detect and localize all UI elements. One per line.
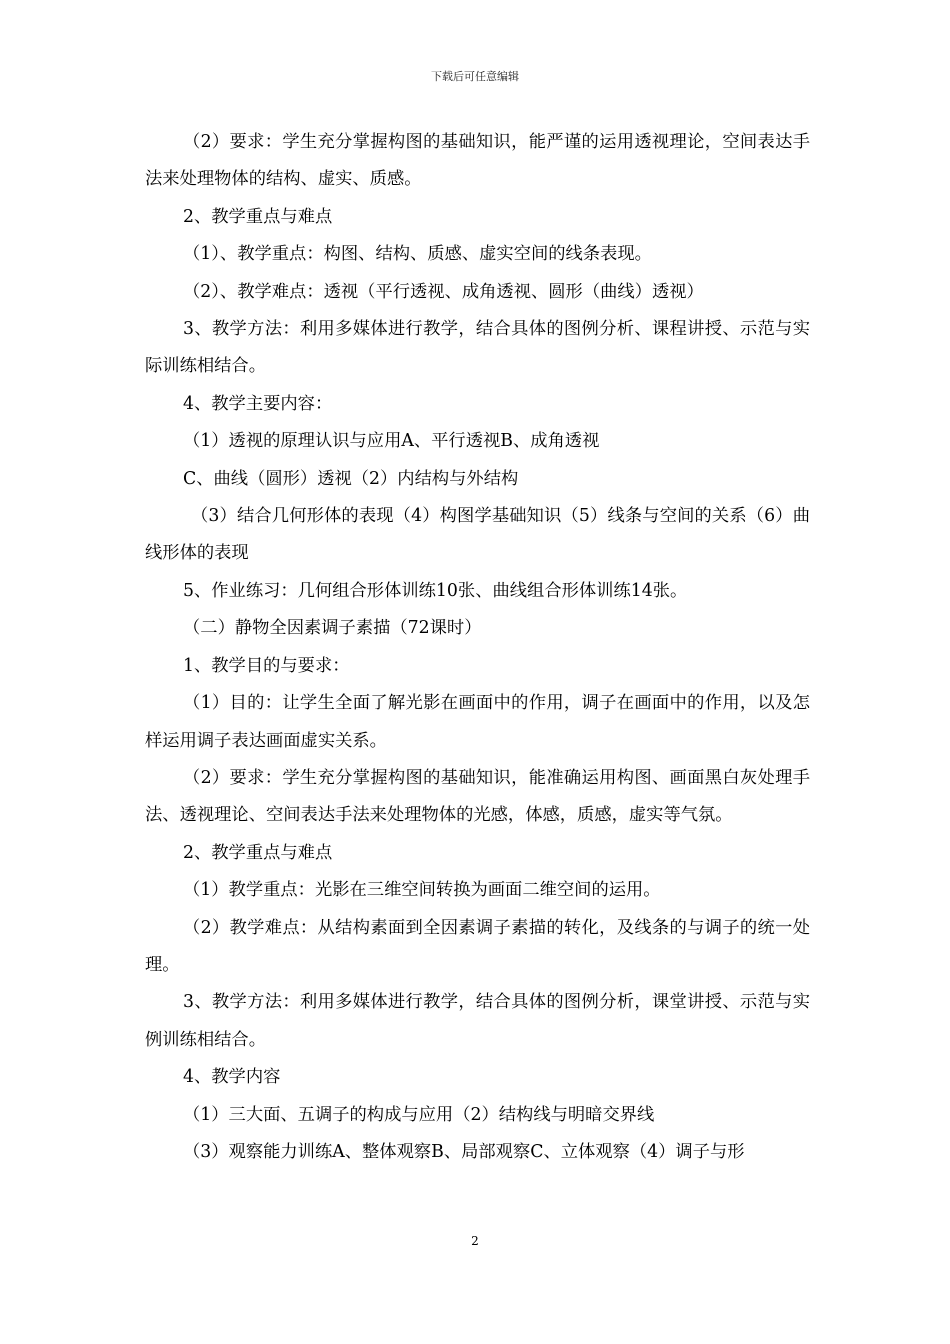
paragraph: （2）要求：学生充分掌握构图的基础知识，能准确运用构图、画面黑白灰处理手法、透视理论、空间表达手法来处理物体的光感，体感，质感，虚实等气氛。 <box>145 767 810 826</box>
section-heading: 2、教学重点与难点 <box>183 206 333 227</box>
section-heading: 4、教学主要内容： <box>183 393 333 414</box>
paragraph: （3）结合几何形体的表现（4）构图学基础知识（5）线条与空间的关系（6）曲线形体的表现 <box>145 506 810 564</box>
paragraph: 3、教学方法：利用多媒体进行教学，结合具体的图例分析，课堂讲授、示范与实例训练相结合。 <box>145 992 810 1050</box>
paragraph: 5、作业练习：几何组合形体训练10张、曲线组合形体训练14张。 <box>183 580 688 601</box>
paragraph: 3、教学方法：利用多媒体进行教学，结合具体的图例分析、课程讲授、示范与实际训练相结合。 <box>145 319 810 377</box>
page-header: 下载后可任意编辑 <box>431 70 519 83</box>
section-heading: （二）静物全因素调子素描（72课时） <box>183 618 482 639</box>
paragraph: （1）透视的原理认识与应用A、平行透视B、成角透视 <box>183 431 600 452</box>
page-number: 2 <box>471 1234 479 1248</box>
paragraph: （1）目的：让学生全面了解光影在画面中的作用，调子在画面中的作用，以及怎样运用调子表达画面虚实关系。 <box>145 693 810 751</box>
section-heading: 2、教学重点与难点 <box>183 842 333 863</box>
paragraph: （1）三大面、五调子的构成与应用（2）结构线与明暗交界线 <box>183 1104 655 1125</box>
paragraph: （2）教学难点：从结构素面到全因素调子素描的转化，及线条的与调子的统一处理。 <box>145 917 810 975</box>
paragraph: （2）、教学难点：透视（平行透视、成角透视、圆形（曲线）透视） <box>183 281 704 302</box>
paragraph: （1）、教学重点：构图、结构、质感、虚实空间的线条表现。 <box>183 244 652 265</box>
document-body <box>145 124 810 1171</box>
section-heading: 4、教学内容 <box>183 1067 281 1088</box>
paragraph: （3）观察能力训练A、整体观察B、局部观察C、立体观察（4）调子与形 <box>183 1141 745 1162</box>
paragraph: （2）要求：学生充分掌握构图的基础知识，能严谨的运用透视理论，空间表达手法来处理物体的结构、虚实、质感。 <box>145 132 810 190</box>
section-heading: 1、教学目的与要求： <box>183 655 350 676</box>
paragraph: C、曲线（圆形）透视（2）内结构与外结构 <box>183 468 519 489</box>
paragraph: （1）教学重点：光影在三维空间转换为画面二维空间的运用。 <box>183 880 661 901</box>
